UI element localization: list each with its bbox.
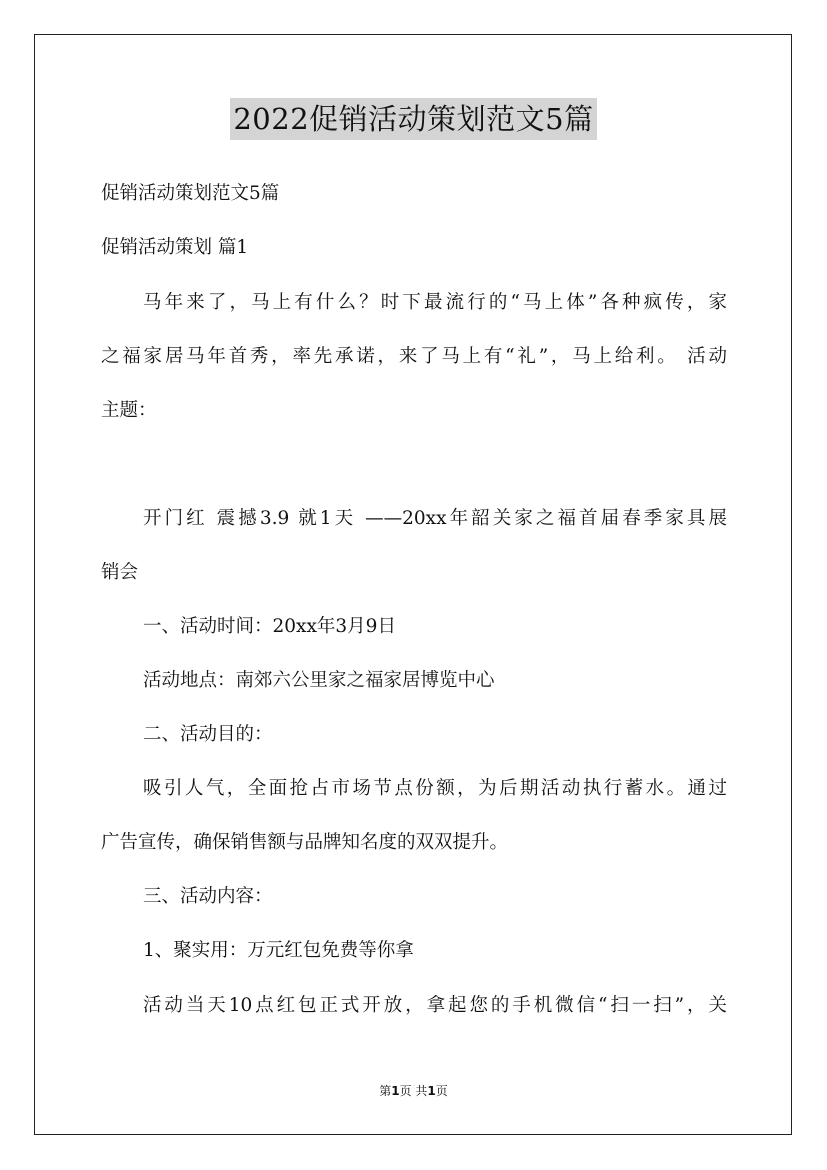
footer-page-mid: 页 共 [399,1084,428,1098]
paragraph-line: 主题： [101,400,157,421]
paragraph-line: 马年来了，马上有什么？时下最流行的“马上体”各种疯传，家 [143,292,727,313]
paragraph-line: 之福家居马年首秀，率先承诺，来了马上有“礼”，马上给利。 活动 [101,346,727,367]
paragraph-line: 1、聚实用：万元红包免费等你拿 [143,940,414,961]
paragraph-line: 开门红 震撼3.9 就1天 ——20xx年韶关家之福首届春季家具展 [143,508,727,529]
section-heading: 促销活动策划 篇1 [101,237,249,258]
title-container [0,98,827,140]
paragraph-line: 促销活动策划范文5篇 [101,183,280,204]
paragraph-line: 二、活动目的： [143,724,273,745]
footer-page-prefix: 第 [379,1084,392,1098]
paragraph-line: 吸引人气，全面抢占市场节点份额，为后期活动执行蓄水。通过 [143,778,727,799]
paragraph-line: 广告宣传，确保销售额与品牌知名度的双双提升。 [101,832,509,853]
page-footer [0,1083,827,1099]
paragraph-line: 一、活动时间：20xx年3月9日 [143,616,396,637]
paragraph-line: 活动地点：南郊六公里家之福家居博览中心 [143,670,495,691]
footer-page-number: 1 [391,1084,400,1098]
document-title: 2022促销活动策划范文5篇 [230,98,596,140]
footer-page-suffix: 页 [435,1084,448,1098]
paragraph-line: 三、活动内容： [143,886,273,907]
paragraph-line: 活动当天10点红包正式开放，拿起您的手机微信“扫一扫”，关 [143,995,727,1016]
footer-page-total: 1 [427,1084,436,1098]
paragraph-line: 销会 [101,562,139,583]
